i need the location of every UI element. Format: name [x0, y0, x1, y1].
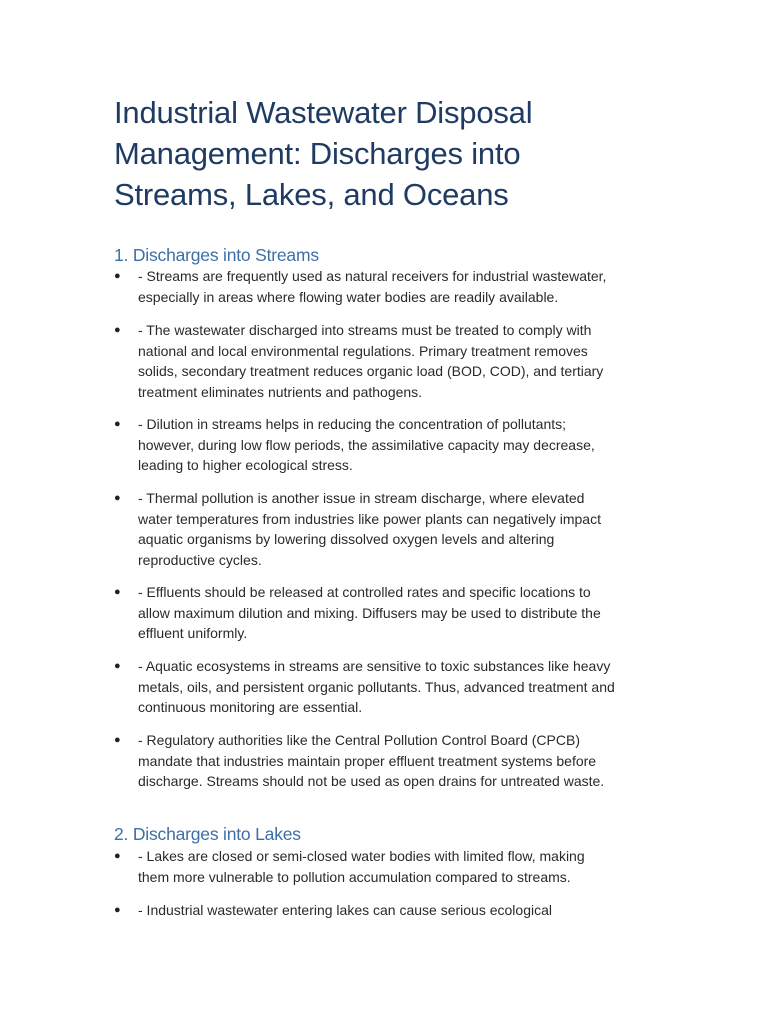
list-item-text: - The wastewater discharged into streams must be treated to comply with national and local environmental regulations. Primary treatment removes solids, secondary treatment reduces organic load (BOD, COD), and tertiary treatment eliminates nutrients and pathogens. [138, 322, 604, 400]
list-item [114, 488, 654, 570]
document-title: Industrial Wastewater Disposal Management: Discharges into Streams, Lakes, and Oceans [114, 95, 533, 212]
section-heading-streams: 1. Discharges into Streams [114, 245, 319, 265]
bullet-icon: ● [114, 418, 121, 430]
list-item-text: - Thermal pollution is another issue in stream discharge, where elevated water temperatures from industries like power plants can negatively impact aquatic organisms by lowering dissolved oxygen levels and altering reproductive cycles. [138, 490, 601, 568]
bullet-icon: ● [114, 270, 121, 282]
list-item [114, 266, 654, 307]
bullet-icon: ● [114, 734, 121, 746]
list-item-text: - Streams are frequently used as natural receivers for industrial wastewater, especially in areas where flowing water bodies are readily available. [138, 268, 607, 305]
list-item [114, 414, 654, 476]
bullet-icon: ● [114, 904, 121, 916]
list-item [114, 656, 654, 718]
list-item-text: - Effluents should be released at controlled rates and specific locations to allow maximum dilution and mixing. Diffusers may be used to distribute the effluent uniformly. [138, 584, 601, 641]
bullet-icon: ● [114, 324, 121, 336]
bullet-icon: ● [114, 660, 121, 672]
bullet-icon: ● [114, 850, 121, 862]
list-item-text: - Aquatic ecosystems in streams are sensitive to toxic substances like heavy metals, oils, and persistent organic pollutants. Thus, advanced treatment and continuous monitoring are essential. [138, 658, 615, 715]
list-item [114, 846, 654, 887]
bullet-icon: ● [114, 492, 121, 504]
list-item-text: - Dilution in streams helps in reducing the concentration of pollutants; however, during low flow periods, the assimilative capacity may decrease, leading to higher ecological stress. [138, 416, 595, 473]
list-item [114, 900, 654, 921]
list-item-text: - Lakes are closed or semi-closed water bodies with limited flow, making them more vulnerable to pollution accumulation compared to streams. [138, 848, 585, 885]
list-item [114, 320, 654, 402]
list-item [114, 730, 654, 792]
list-item-text: - Industrial wastewater entering lakes can cause serious ecological [138, 902, 552, 918]
list-item [114, 582, 654, 644]
list-item-text: - Regulatory authorities like the Central Pollution Control Board (CPCB) mandate that industries maintain proper effluent treatment systems before discharge. Streams should not be used as open drains for untreated waste. [138, 732, 605, 789]
bullet-icon: ● [114, 586, 121, 598]
section-heading-lakes: 2. Discharges into Lakes [114, 824, 301, 844]
